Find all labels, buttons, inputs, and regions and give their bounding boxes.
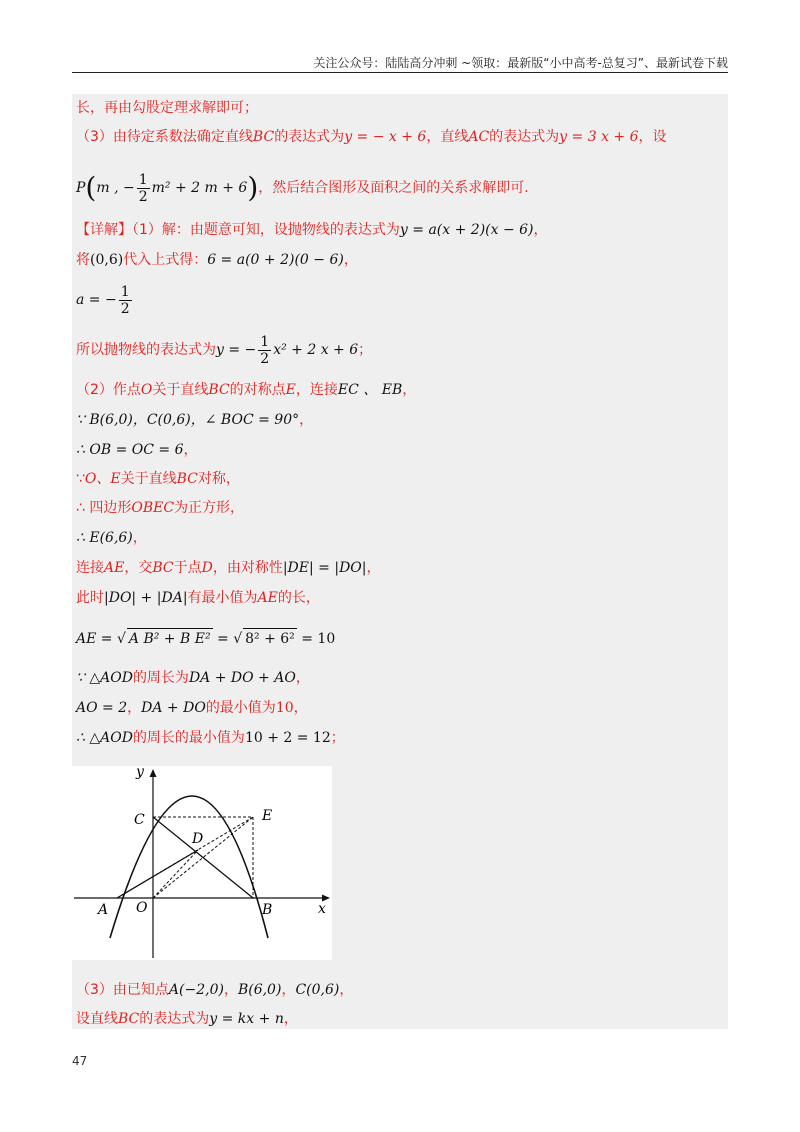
l15-d: AE [257, 590, 278, 606]
l11-d: BC [176, 471, 198, 487]
l14-f: D [201, 560, 213, 576]
label-O: O [136, 900, 148, 916]
text-line-12 [76, 498, 724, 518]
l15-b: |DO| + |DA| [104, 590, 188, 606]
segment-OD [153, 850, 198, 898]
l18-f: ， [293, 700, 308, 716]
l8-d: BC [208, 382, 230, 398]
label-A: A [98, 902, 109, 918]
l16-a: AE = [76, 631, 117, 647]
text-line-7 [76, 330, 724, 370]
text-line-10 [76, 440, 724, 460]
label-y: y [136, 766, 144, 780]
l2-g: 的表达式为 [489, 129, 560, 145]
l20-e: ， [281, 982, 296, 998]
page-number: 47 [72, 1054, 88, 1068]
text-line-17 [76, 668, 724, 688]
l3-num: 1 [138, 171, 148, 188]
l9-b: ， [299, 412, 314, 428]
l17-c: 的周长为 [132, 670, 189, 686]
text-line-14 [76, 558, 724, 578]
label-x: x [318, 901, 326, 917]
l15-e: 的长， [277, 590, 320, 606]
y-axis-arrow [150, 769, 157, 777]
label-C: C [134, 812, 145, 828]
l21-a: 设直线 [76, 1011, 118, 1027]
l16-b: A B² + B E² [127, 628, 213, 649]
l16-d: 8² + 6² [243, 628, 297, 649]
l17-b: AOD [100, 670, 133, 686]
l4-a: 【详解】（1）解：由题意可知，设抛物线的表达式为 [76, 222, 400, 238]
text-line-13 [76, 528, 724, 548]
l15-c: 有最小值为 [187, 590, 258, 606]
l6-a: a = − [76, 292, 117, 308]
text-line-18 [76, 698, 724, 718]
l2-a: （3）由待定系数法确定直线 [76, 129, 253, 145]
l5-a: 将 [76, 252, 90, 268]
l8-a: （2）作点 [76, 382, 141, 398]
l5-c: 代入上式得： [123, 252, 208, 268]
l8-c: 关于直线 [152, 382, 209, 398]
segment-AD [117, 850, 198, 898]
l14-c: ，交 [124, 560, 153, 576]
l20-g: ， [339, 982, 354, 998]
l13-a: ∴ E(6,6) [76, 530, 133, 546]
l19-c: 的周长的最小值为 [132, 730, 245, 746]
l11-e: 对称， [197, 471, 240, 487]
l21-d: y = kx + n [209, 1011, 284, 1027]
l3-rparen: ) [247, 171, 259, 204]
l17-d: DA + DO + AO [188, 670, 296, 686]
l19-a: ∴ △ [76, 730, 101, 746]
l7-d: ； [358, 342, 373, 358]
l2-c: 的表达式为 [274, 129, 345, 145]
l17-a: ∵ △ [76, 670, 101, 686]
l14-a: 连接 [76, 560, 104, 576]
l18-d: 的最小值为 [205, 700, 276, 716]
l18-a: AO = 2 [76, 700, 128, 716]
l3-fraction [137, 172, 150, 205]
l19-e: ； [330, 730, 345, 746]
l12-a: ∴ 四边形 [76, 500, 132, 516]
l6-fraction [119, 284, 132, 317]
l8-h: EC 、 EB [337, 382, 403, 398]
l3-b: m , − [96, 180, 135, 196]
text-line-21 [76, 1009, 724, 1029]
l14-d: BC [152, 560, 174, 576]
l18-e: 10 [275, 700, 294, 716]
l11-a: ∵ [76, 471, 85, 487]
l6-den: 2 [120, 300, 130, 317]
l14-h: |DE| = |DO| [282, 560, 367, 576]
l8-g: ，连接 [295, 382, 338, 398]
l16-c: = [212, 631, 234, 647]
l19-b: AOD [100, 730, 133, 746]
l20-c: ， [223, 982, 238, 998]
text-line-8 [76, 380, 724, 400]
l18-b: ， [127, 700, 142, 716]
l8-e: 的对称点 [229, 382, 286, 398]
l16-e: = 10 [296, 631, 336, 647]
l5-d: 6 = a(0 + 2)(0 − 6) [207, 252, 344, 268]
parabola-diagram [72, 766, 332, 960]
text-line-15 [76, 588, 724, 608]
text-line-16: AE = √ A B² + B E² = √ 8² + 6² = 10 [76, 628, 724, 649]
l10-b: ， [183, 442, 198, 458]
l17-e: ， [295, 670, 310, 686]
l3-d: ，然后结合图形及面积之间的关系求解即可. [258, 180, 529, 196]
l8-b: O [140, 382, 153, 398]
l14-e: 于点 [173, 560, 202, 576]
l2-f: AC [468, 129, 490, 145]
label-B: B [262, 902, 273, 918]
l3-c: m² + 2 m + 6 [151, 180, 248, 196]
l18-c: DA + DO [141, 700, 206, 716]
text-line-6 [76, 280, 724, 320]
text-line-1: 长，再由勾股定理求解即可； [76, 100, 258, 116]
l21-c: 的表达式为 [139, 1011, 210, 1027]
l21-b: BC [118, 1011, 140, 1027]
l11-c: 关于直线 [120, 471, 177, 487]
l3-p: P [76, 180, 86, 196]
l20-d: B(6,0) [237, 982, 282, 998]
text-line-2 [76, 127, 724, 147]
geometry-figure [72, 766, 332, 960]
l5-b: (0,6) [90, 252, 124, 268]
text-line-19 [76, 728, 724, 748]
header-rule [72, 72, 728, 73]
l6-num: 1 [120, 283, 130, 300]
l8-f: E [285, 382, 296, 398]
text-line-11 [76, 469, 724, 489]
l3-lparen: ( [85, 171, 97, 204]
text-line-9 [76, 410, 724, 430]
l4-b: y = a(x + 2)(x − 6) [399, 222, 534, 238]
l2-b: BC [252, 129, 275, 145]
l2-h: y = 3 x + 6 [559, 129, 639, 145]
text-line-3 [76, 168, 724, 208]
l12-c: 为正方形， [174, 500, 245, 516]
l4-c: ， [533, 222, 548, 238]
l10-a: ∴ OB = OC = 6 [76, 442, 184, 458]
l7-a: 所以抛物线的表达式为 [76, 342, 216, 358]
text-line-5 [76, 250, 724, 270]
l15-a: 此时 [76, 590, 104, 606]
l13-b: ， [132, 530, 147, 546]
l14-b: AE [104, 560, 125, 576]
l20-b: A(−2,0) [168, 982, 224, 998]
l14-i: ， [366, 560, 381, 576]
l21-e: ， [283, 1011, 298, 1027]
l7-fraction [258, 334, 271, 367]
l5-e: ， [343, 252, 358, 268]
l19-d: 10 + 2 = 12 [244, 730, 331, 746]
text-line-20 [76, 980, 724, 1000]
label-D: D [192, 831, 204, 847]
l12-b: OBEC [131, 500, 175, 516]
l2-d: y = − x + 6 [344, 129, 427, 145]
l7-den: 2 [260, 350, 270, 367]
page-header: 关注公众号：陆陆高分冲刺 ~领取：最新版“小中高考-总复习”、最新试卷下载 [313, 56, 728, 70]
l20-a: （3）由已知点 [76, 982, 169, 998]
l8-i: ， [402, 382, 417, 398]
label-E: E [262, 808, 273, 824]
l7-b: y = − [216, 342, 257, 358]
text-line-4 [76, 220, 724, 240]
l11-b: O、E [84, 471, 121, 487]
l9-a: ∵ B(6,0)，C(0,6)，∠ BOC = 90° [76, 412, 300, 428]
segment-CB [153, 817, 253, 898]
l7-num: 1 [260, 333, 270, 350]
l7-c: x² + 2 x + 6 [273, 342, 359, 358]
l2-i: ，设 [638, 129, 667, 145]
l2-e: ，直线 [426, 129, 469, 145]
l20-f: C(0,6) [295, 982, 340, 998]
l3-den: 2 [138, 188, 148, 205]
l14-g: ，由对称性 [212, 560, 283, 576]
